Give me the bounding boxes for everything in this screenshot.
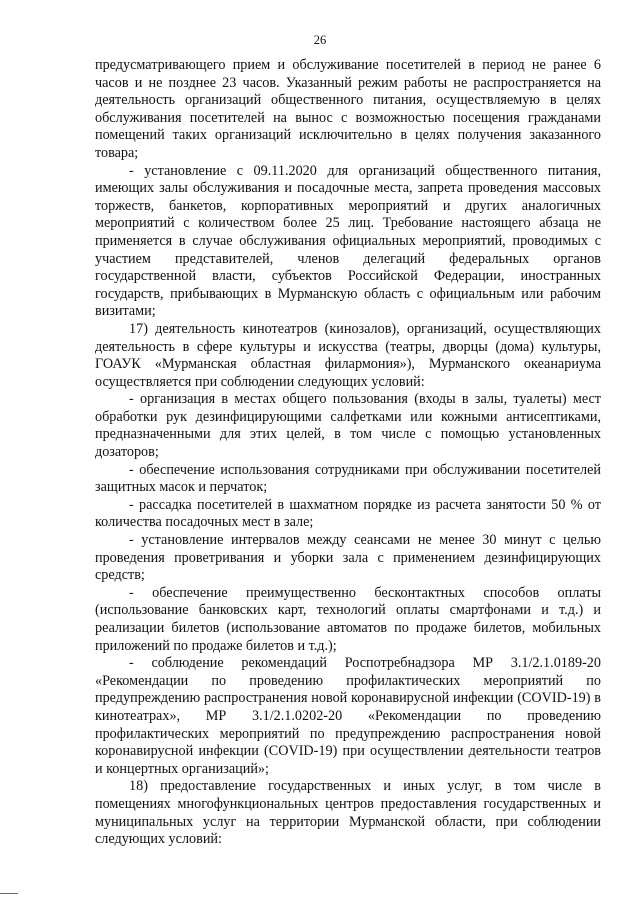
paragraph-item-17: 17) деятельность кинотеатров (кинозалов), организаций, осуществляющих деятельность в сфере культуры и искусства (театры, дворцы (дома) культуры, ГОАУК «Мурманская областная филармония»), Мурманского океанариума осуществляется при соблюдении следующих условий: (95, 320, 601, 390)
paragraph-contactless-payment: - обеспечение преимущественно бесконтактных способов оплаты (использование банковских карт, технологий оплаты смартфонами и т.д.) и реализации билетов (использование автоматов по продаже билетов, мобильных приложений по продаже билетов и т.д.); (95, 584, 601, 654)
paragraph-catering-restriction: - установление с 09.11.2020 для организаций общественного питания, имеющих залы обслуживания и посадочные места, запрета проведения массовых торжеств, банкетов, корпоративных мероприятий и других аналогичных мероприятий с количеством более 25 лиц. Требование настоящего абзаца не применяется в случае обслуживания официальных мероприятий, проводимых с участием представителей, членов делегаций федеральных органов государственной власти, субъектов Российской Федерации, иностранных государств, прибывающих в Мурманскую область с официальным или рабочим визитами; (95, 162, 601, 320)
paragraph-rospotrebnadzor: - соблюдение рекомендаций Роспотребнадзора МР 3.1/2.1.0189-20 «Рекомендации по проведению профилактических мероприятий по предупреждению распространения новой коронавирусной инфекции (COVID-19) в кинотеатрах», МР 3.1/2.1.0202-20 «Рекомендации по проведению профилактических мероприятий по предупреждению распространения новой коронавирусной инфекции (COVID-19) при осуществлении деятельности театров и концертных организаций»; (95, 655, 601, 777)
document-body (95, 57, 601, 849)
paragraph-masks-gloves: - обеспечение использования сотрудниками при обслуживании посетителей защитных масок и перчаток; (95, 461, 601, 496)
paragraph-hand-sanitizing: - организация в местах общего пользования (входы в залы, туалеты) мест обработки рук дезинфицирующими салфетками или кожными антисептиками, предназначенными для этих целей, в том числе с помощью установленных дозаторов; (95, 391, 601, 461)
paragraph-seating: - рассадка посетителей в шахматном порядке из расчета занятости 50 % от количества посадочных мест в зале; (95, 496, 601, 531)
paragraph-continuation: предусматривающего прием и обслуживание посетителей в период не ранее 6 часов и не позднее 23 часов. Указанный режим работы не распространяется на деятельность организаций общественного питания, осуществляемую в целях обслуживания посетителей на вынос с возможностью посещения гражданами помещений таких организаций исключительно в целях получения заказанного товара; (95, 57, 601, 161)
paragraph-intervals: - установление интервалов между сеансами не менее 30 минут с целью проведения проветривания и уборки зала с применением дезинфицирующих средств; (95, 532, 601, 584)
scan-edge-mark (0, 893, 18, 894)
page-number: 26 (313, 33, 327, 47)
paragraph-item-18: 18) предоставление государственных и иных услуг, в том числе в помещениях многофункциональных центров предоставления государственных и муниципальных услуг на территории Мурманской области, при соблюдении следующих условий: (95, 778, 601, 848)
